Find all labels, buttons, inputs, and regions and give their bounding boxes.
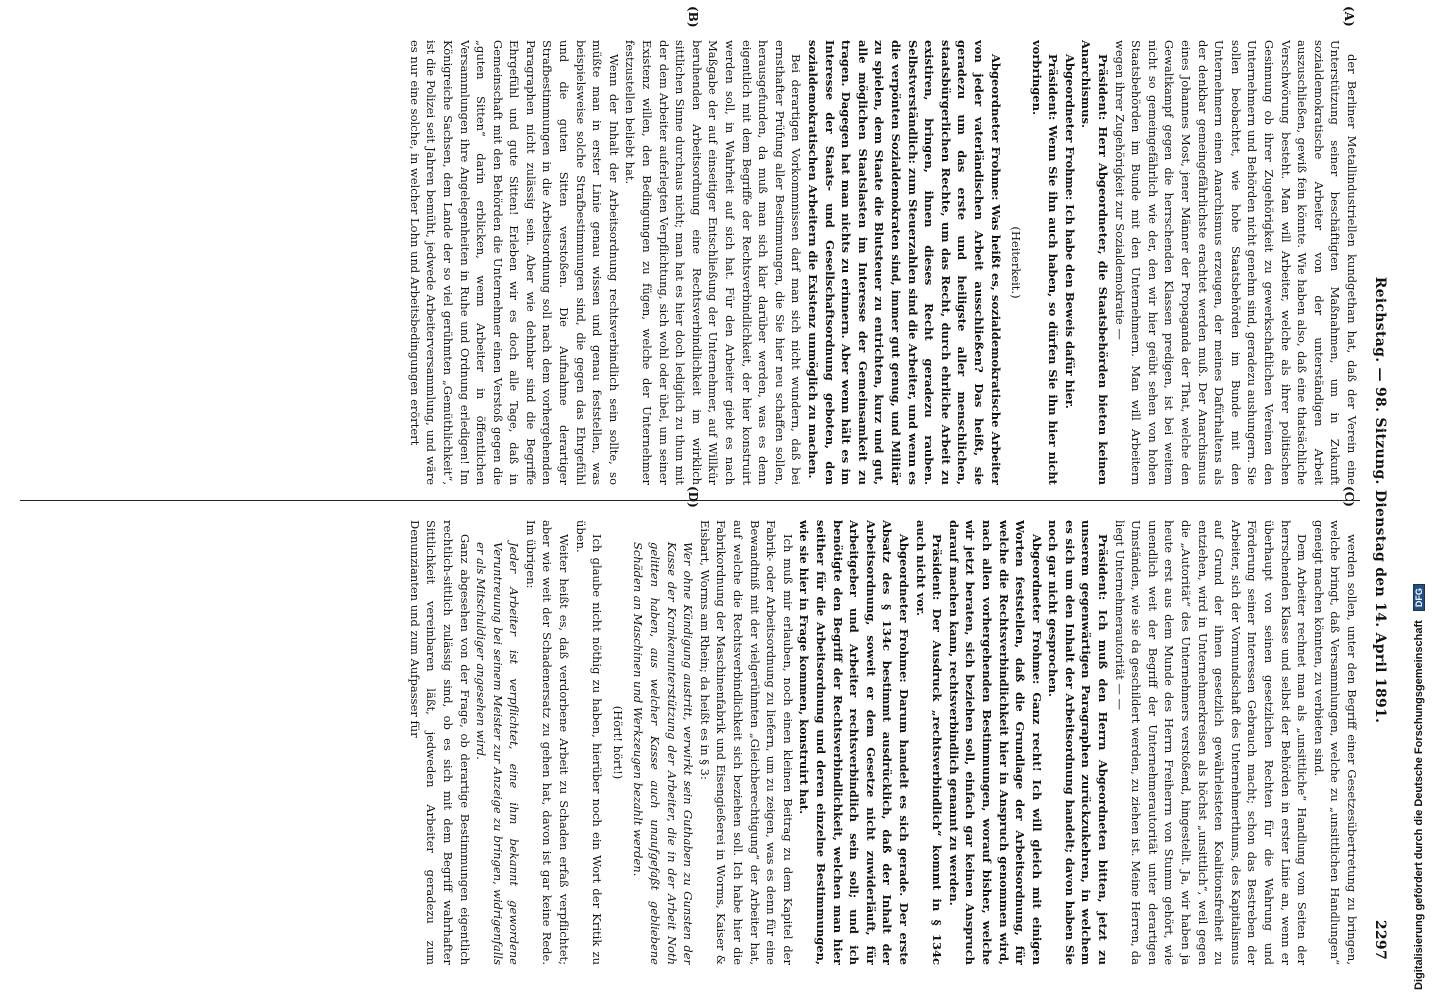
interjection: (Hört! hört!): [610, 705, 625, 780]
speaker-paragraph: Präsident: Wenn Sie ihn auch haben, so dürfen Sie ihn hier nicht vorbringen.: [1029, 40, 1061, 485]
speaker-paragraph: Präsident: Herr Abgeordneter, die Staatsbehörden bieten keinen Anarchismus.: [1079, 40, 1111, 485]
paragraph: werden sollen, unter den Begriff einer Gesetzesübertretung zu bringen, welche bringt, daß Versammlungen, welche zu „unsittlichen Handlungen“ geneigt machen könnten, zu verbieten sind.: [1311, 520, 1359, 965]
credit-line: [1413, 0, 1432, 990]
page-header: [1366, 40, 1388, 960]
paragraph: Wenn der Inhalt der Arbeitsordnung rechtsverbindlich sein sollte, so müßte man in erster Linie genau wissen und genau feststellen, was beispielsweise solche Strafbestimmungen sind, die gegen das Ehrgefühl und die guten Sitten verstoßen. Die Aufnahme derartiger Strafbestimmungen in die Arbeitsordnung soll nach dem vorhergehenden Paragraphen nicht zulässig sein. Aber wie dehnbar sind die Begriffe Ehrgefühl und gute Sitten! Erleben wir es doch alle Tage, daß in Gemeinschaft mit den Behörden die Unternehmer einen Verstoß gegen die „guten Sitten“ darin erblicken, wenn Arbeiter in öffentlichen Versammlungen ihre Angelegenheiten in Ruhe und Ordnung erledigen! Im Königreiche Sachsen, dem Lande der so viel gerühmten „Gemüthlichkeit“, ist die Polizei seit Jahren bemüht, jedwede Arbeiterversammlung, und wäre es nur eine solche, in welcher Lohn und Arbeitsbedingungen erörtert: [407, 40, 621, 485]
speaker-paragraph: Präsident: Der Ausdruck „rechtsverbindlich“ kommt in § 134c auch nicht vor.: [913, 520, 945, 965]
speaker-paragraph: Abgeordneter Frohme: Was heißt es, sozialdemokratische Arbeiter von jeder vaterländischen Arbeit ausschließen? Das heißt, sie geradezu um das erste und heiligste aller menschlichen, staatsbürgerlichen Rechte, um das Recht, durch ehrliche Arbeit zu existiren, bringen, ihnen dieses Recht geradezu rauben. Selbstverständlich: zum Steuerzahlen sind die Arbeiter, und wenn es die verpönten Sozialdemokraten sind, immer gut genug, und Militär zu spielen, dem Staate die Blutsteuer zu entrichten, kurz und gut, alle möglichen Staatslasten im Interesse der Gemeinsamkeit zu tragen. Dagegen hat man nichts zu erinnern. Aber wenn hält es im Interesse der Staats- und Gesellschaftsordnung geboten, den sozialdemokratischen Arbeitern die Existenz unmöglich zu machen.: [806, 40, 1003, 485]
paragraph: der Berliner Metallindustriellen kundgethan hat, daß der Verein eine Unterstützung seiner beschäftigten Maßnahmen, um in Zukunft sozialdemokratische Arbeiter von der unterständigen Arbeit auszuschließen, gewiß fein könnte. Wie haben also, daß eine thatsächliche Verschwörung besteht. Man will Arbeiter, welche als ihrer politischen Gesinnung ob ihrer Zugehörigkeit zu gewerkschaftlichen Vereinen den Unternehmern und Behörden nicht genehm sind, geradezu aushungern. Sie sollen beobachtet, wie hohe Staatsbehörden im Bunde mit den Unternehmern einen Anarchismus erzeugen, der meines Dafürhaltens als der denkbar gemeingefährlichste erachtet werden muß. Der Anarchismus eines Johannes Most, jener Männer der Propaganda der That, welche den Gewaltkampf gegen die herrschenden Klassen predigen, ist bei weitem nicht so gemeingefährlich wie der, den wir hier geübt sehen von hohen Staatsbehörden im Bunde mit den Unternehmern. Man will Arbeitern wegen ihrer Zugehörigkeit zur Sozialdemokratie —: [1112, 40, 1359, 485]
margin-marker-b: (B): [686, 6, 700, 28]
digitization-credit: [1411, 0, 1431, 1000]
left-column: [20, 40, 1360, 485]
margin-marker-c: (C): [1342, 486, 1356, 507]
margin-marker-d: (D): [686, 486, 700, 508]
paragraph: Bei derartigen Vorkommnissen darf man sich nicht wundern, daß bei ernsthafter Prüfung aller Bestimmungen, die Sie hier neu schaffen sollen, herausgefunden, da muß man sich klar darüber werden, was es denn eigentlich mit dem Begriffe der Rechtsverbindlichkeit, der hier konstruirt werden soll, in Wahrheit auf sich hat. Für den Arbeiter giebt es nach Maßgabe der auf einseitiger Entschließung der Unternehmer, auf Willkür beruhenden Arbeitsordnung eine Rechtsverbindlichkeit im wirklich sittlichen Sinne durchaus nicht; man hat es hier doch lediglich zu thun mit der dem Arbeiter auferlegten Verpflichtung, sich wohl oder übel, um seiner Existenz willen, den Bedingungen zu fügen, welche der Unternehmer festzustellen beliebt hat.: [623, 40, 804, 485]
paragraph: Ich glaube nicht nöthig zu haben, hierüber noch ein Wort der Kritik zu üben.: [573, 520, 605, 965]
paragraph: Ich muß mir erlauben, noch einen kleinen Beitrag zu dem Kapitel der Fabrik- oder Arbeitsordnung zu liefern, um zu zeigen, was es denn für eine Bewandtniß mit der vielgerühmten „Gleichberechtigung“ der Arbeiter hat, auf welche die Rechtsverbindlichkeit sich beziehen soll. Ich habe hier die Fabrikordnung der Maschinenfabrik und Eisengießerei in Worms, Kaiser & Eisbart, Worms am Rhein; da heißt es in § 3:: [697, 520, 795, 965]
right-column: [20, 520, 1360, 965]
quotation: Wer ohne Kündigung austritt, verwirkt sein Guthaben zu Gunsten der Kasse der Krankenunterstützung der Arbeiter, die in der Arbeit Noth gelitten haben, aus welcher Kasse auch unaufgefaßt gebliebene Schäden an Maschinen und Werkzeugen bezahlt werden.: [631, 542, 696, 965]
speaker-paragraph: Abgeordneter Frohme: Ganz recht! Ich will gleich mit einigen Worten feststellen, daß die Grundlage der Arbeitsordnung, für welche die Rechtsverbindlichkeit hier in Anspruch genommen wird, nach allen vorhergehenden Bestimmungen, worauf bisher, welche wir jetzt beraten, sich beziehen soll, einfach gar keinen Anspruch darauf machen kann, rechtsverbindlich genannt zu werden.: [946, 520, 1044, 965]
credit-text: Digitalisierung gefördert durch die Deutsche Forschungsgemeinschaft: [1413, 620, 1425, 990]
margin-marker-a: (A): [1342, 6, 1356, 27]
paragraph: Weiter heißt es, daß verdorbene Arbeit zu Schaden erfaß verpflichtet; aber wie weit der Schadenersatz zu gehen hat, davon ist gar keine Rede. Im übrigen:: [523, 520, 572, 965]
speaker-paragraph: Abgeordneter Frohme: Ich habe den Beweis dafür hier.: [1062, 54, 1077, 409]
running-header: Reichstag. — 98. Sitzung. Dienstag den 14. April 1891.: [1372, 276, 1388, 724]
paragraph: Ganz abgesehen von der Frage, ob derartige Bestimmungen eigentlich rechtlich-sittlich zulässig sind, ob es sich mit dem Begriff wahrhafter Sittlichkeit vereinbaren läßt, jedweden Arbeiter geradezu zum Denunzianten und zum Aufpasser für: [407, 520, 472, 965]
speaker-paragraph: Abgeordneter Frohme: Darum handelt es sich gerade. Der erste Absatz des § 134c bestimmt ausdrücklich, daß der Inhalt der Arbeitsordnung, soweit er dem Gesetze nicht zuwiderläuft, für Arbeitgeber und Arbeiter rechtsverbindlich sein soll; und ich benötigte den Begriff der Rechtsverbindlichkeit, welchen man hier seither für die Arbeitsordnung und deren einzelne Bestimmungen, wie sie hier in Frage kommen, konstruirt hat.: [797, 520, 911, 965]
column-divider: [20, 500, 1360, 501]
paragraph: Dem Arbeiter rechnet man als „unsittliche“ Handlung vom Seiten der herrschenden Klasse und selbst der Behörden in erster Linie an, wenn er überhaupt von seinen gesetzlichen Rechten für die Wahrung und Förderung seiner Interessen Gebrauch macht; schon das Bestreben der Arbeiter, sich der Vormundschaft des Unternehmerthums, des Kapitalismus auf Grund der ihnen gesetzlich gewährleisteten Koalitionsfreiheit zu entziehen, wird in Unternehmerkreisen als höchst „unsittlich“, weil gegen die „Autorität“ des Unternehmers verstoßend, hingestellt. Ja, wir haben ja heute erst aus dem Munde des Herrn Freiherrn von Stumm gehört, wie unendlich weit der Begriff der Unternehmerautorität unter derartigen Umständen, wie sie da geschildert werden, zu ziehen ist. Meine Herren, da liegt Unternehmerautorität — —: [1112, 520, 1310, 965]
speaker-paragraph: Präsident: Ich muß den Herrn Abgeordneten bitten, jetzt zu unserem gegenwärtigen Paragraphen zurückzukehren, in welchem es sich um den Inhalt der Arbeitsordnung handelt; davon haben Sie noch gar nicht gesprochen.: [1046, 520, 1111, 965]
dfg-logo: DFG: [1413, 584, 1425, 611]
quotation: Jeder Arbeiter ist verpflichtet, eine ihm bekannt gewordene Veruntreuung bei seinem Meister zur Anzeige zu bringen, widrigenfalls er als Mitschuldiger angesehen wird.: [474, 542, 522, 965]
interjection: (Heiterkeit.): [1009, 226, 1024, 299]
page-number: 2297: [1372, 919, 1388, 960]
